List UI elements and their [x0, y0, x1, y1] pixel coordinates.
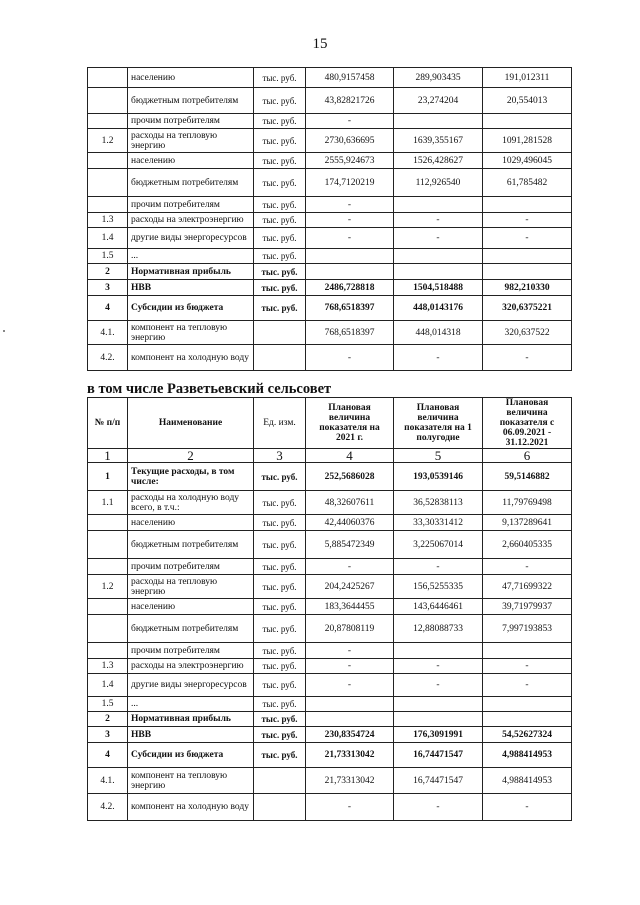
value-plan-half-year — [394, 114, 483, 129]
row-unit: тыс. руб. — [254, 743, 306, 768]
value-plan-half-year: 289,903435 — [394, 68, 483, 88]
value-plan-sep-dec: 39,71979937 — [483, 599, 572, 615]
value-plan-sep-dec: 54,52627324 — [483, 727, 572, 743]
table-row — [88, 697, 572, 712]
row-name: прочим потребителям — [128, 197, 254, 213]
row-unit: тыс. руб. — [254, 531, 306, 559]
value-plan-half-year: 1504,518488 — [394, 280, 483, 296]
row-unit: тыс. руб. — [254, 697, 306, 712]
table-row — [88, 768, 572, 794]
row-unit: тыс. руб. — [254, 674, 306, 697]
value-plan-half-year — [394, 643, 483, 659]
row-name: компонент на холодную воду — [128, 345, 254, 371]
value-plan-sep-dec: 982,210330 — [483, 280, 572, 296]
column-number: 3 — [254, 449, 306, 463]
row-unit: тыс. руб. — [254, 129, 306, 153]
table-row — [88, 153, 572, 169]
column-number: 4 — [306, 449, 394, 463]
row-name: другие виды энергоресурсов — [128, 228, 254, 249]
row-unit: тыс. руб. — [254, 296, 306, 321]
value-plan-sep-dec: 7,997193853 — [483, 615, 572, 643]
row-name: Нормативная прибыль — [128, 264, 254, 280]
row-name: населению — [128, 68, 254, 88]
value-plan-2021: - — [306, 345, 394, 371]
table-row — [88, 615, 572, 643]
value-plan-2021: 21,73313042 — [306, 768, 394, 794]
table-header-row — [88, 398, 572, 449]
value-plan-half-year: - — [394, 794, 483, 821]
tariff-table-total — [87, 67, 572, 371]
value-plan-half-year: 156,5255335 — [394, 575, 483, 599]
row-unit — [254, 794, 306, 821]
row-number — [88, 615, 128, 643]
value-plan-sep-dec: - — [483, 213, 572, 228]
header-unit: Ед. изм. — [254, 398, 306, 449]
row-name: населению — [128, 153, 254, 169]
row-number: 4.1. — [88, 321, 128, 345]
value-plan-2021: 174,7120219 — [306, 169, 394, 197]
value-plan-half-year — [394, 249, 483, 264]
value-plan-2021 — [306, 249, 394, 264]
tariff-table-razvetyevsky-body — [88, 463, 572, 821]
value-plan-half-year: 3,225067014 — [394, 531, 483, 559]
row-number: 1.1 — [88, 491, 128, 515]
header-name: Наименование — [128, 398, 254, 449]
table-row — [88, 575, 572, 599]
value-plan-sep-dec: 11,79769498 — [483, 491, 572, 515]
value-plan-half-year: - — [394, 345, 483, 371]
row-number: 2 — [88, 264, 128, 280]
page-number: 15 — [312, 36, 328, 52]
row-name: Нормативная прибыль — [128, 712, 254, 727]
value-plan-sep-dec: 20,554013 — [483, 88, 572, 114]
value-plan-2021: - — [306, 794, 394, 821]
value-plan-2021: 204,2425267 — [306, 575, 394, 599]
row-unit — [254, 345, 306, 371]
row-number — [88, 197, 128, 213]
column-number: 2 — [128, 449, 254, 463]
value-plan-half-year: - — [394, 674, 483, 697]
table-row — [88, 249, 572, 264]
table-row — [88, 743, 572, 768]
row-unit: тыс. руб. — [254, 114, 306, 129]
value-plan-half-year: 12,88088733 — [394, 615, 483, 643]
row-unit: тыс. руб. — [254, 264, 306, 280]
table-row — [88, 280, 572, 296]
value-plan-sep-dec: 320,637522 — [483, 321, 572, 345]
row-unit: тыс. руб. — [254, 643, 306, 659]
row-number — [88, 515, 128, 531]
table-row — [88, 169, 572, 197]
table-row — [88, 463, 572, 491]
row-name: НВВ — [128, 280, 254, 296]
row-number: 1.2 — [88, 575, 128, 599]
row-unit: тыс. руб. — [254, 559, 306, 575]
value-plan-sep-dec: - — [483, 345, 572, 371]
row-number — [88, 599, 128, 615]
row-number: 3 — [88, 280, 128, 296]
row-unit: тыс. руб. — [254, 615, 306, 643]
table-row — [88, 559, 572, 575]
value-plan-half-year: 448,0143176 — [394, 296, 483, 321]
table-row — [88, 727, 572, 743]
row-number — [88, 169, 128, 197]
value-plan-half-year: 16,74471547 — [394, 743, 483, 768]
row-name: расходы на тепловую энергию — [128, 575, 254, 599]
row-unit: тыс. руб. — [254, 88, 306, 114]
row-name: ... — [128, 249, 254, 264]
table-row — [88, 599, 572, 615]
row-name: населению — [128, 599, 254, 615]
value-plan-sep-dec: 61,785482 — [483, 169, 572, 197]
header-plan-sep-dec: Плановая величина показателя с 06.09.2021 - 31.12.2021 — [483, 398, 572, 449]
value-plan-sep-dec — [483, 264, 572, 280]
scan-speck — [3, 330, 5, 332]
column-number: 1 — [88, 449, 128, 463]
row-number: 1.3 — [88, 213, 128, 228]
value-plan-sep-dec: 9,137289641 — [483, 515, 572, 531]
row-unit: тыс. руб. — [254, 491, 306, 515]
column-number-row — [88, 449, 572, 463]
value-plan-2021: 2555,924673 — [306, 153, 394, 169]
value-plan-sep-dec — [483, 197, 572, 213]
table-row — [88, 129, 572, 153]
table-row — [88, 213, 572, 228]
value-plan-half-year — [394, 264, 483, 280]
table-row — [88, 88, 572, 114]
value-plan-half-year: - — [394, 659, 483, 674]
table-row — [88, 296, 572, 321]
header-plan-2021: Плановая величина показателя на 2021 г. — [306, 398, 394, 449]
row-name: расходы на тепловую энергию — [128, 129, 254, 153]
value-plan-half-year: 1526,428627 — [394, 153, 483, 169]
value-plan-sep-dec — [483, 114, 572, 129]
table-row — [88, 515, 572, 531]
row-number: 1.5 — [88, 249, 128, 264]
value-plan-sep-dec: - — [483, 674, 572, 697]
value-plan-2021: 230,8354724 — [306, 727, 394, 743]
row-name: прочим потребителям — [128, 643, 254, 659]
row-number: 1 — [88, 463, 128, 491]
column-number: 6 — [483, 449, 572, 463]
table-row — [88, 794, 572, 821]
value-plan-2021: 480,9157458 — [306, 68, 394, 88]
row-name: Субсидии из бюджета — [128, 743, 254, 768]
row-unit: тыс. руб. — [254, 727, 306, 743]
row-number — [88, 153, 128, 169]
value-plan-2021: 2730,636695 — [306, 129, 394, 153]
row-name: расходы на электроэнергию — [128, 213, 254, 228]
row-name: населению — [128, 515, 254, 531]
row-name: другие виды энергоресурсов — [128, 674, 254, 697]
value-plan-2021: 21,73313042 — [306, 743, 394, 768]
row-unit — [254, 768, 306, 794]
value-plan-2021: - — [306, 213, 394, 228]
row-name: НВВ — [128, 727, 254, 743]
row-unit: тыс. руб. — [254, 712, 306, 727]
value-plan-half-year: 112,926540 — [394, 169, 483, 197]
value-plan-2021 — [306, 712, 394, 727]
row-unit: тыс. руб. — [254, 68, 306, 88]
row-unit: тыс. руб. — [254, 197, 306, 213]
value-plan-2021: 20,87808119 — [306, 615, 394, 643]
row-number — [88, 68, 128, 88]
value-plan-2021 — [306, 697, 394, 712]
row-number: 3 — [88, 727, 128, 743]
value-plan-sep-dec: 4,988414953 — [483, 768, 572, 794]
value-plan-sep-dec: 2,660405335 — [483, 531, 572, 559]
value-plan-half-year — [394, 712, 483, 727]
row-unit: тыс. руб. — [254, 228, 306, 249]
section-title: в том числе Разветьевский сельсовет — [87, 381, 332, 397]
table-row — [88, 197, 572, 213]
column-number: 5 — [394, 449, 483, 463]
table-row — [88, 68, 572, 88]
value-plan-sep-dec: 59,5146882 — [483, 463, 572, 491]
row-number: 4.2. — [88, 345, 128, 371]
row-number: 1.4 — [88, 674, 128, 697]
value-plan-2021: 768,6518397 — [306, 321, 394, 345]
value-plan-2021: - — [306, 228, 394, 249]
row-number: 1.3 — [88, 659, 128, 674]
row-name: расходы на электроэнергию — [128, 659, 254, 674]
table-row — [88, 321, 572, 345]
value-plan-half-year: 176,3091991 — [394, 727, 483, 743]
row-unit — [254, 321, 306, 345]
table-row — [88, 643, 572, 659]
row-number: 2 — [88, 712, 128, 727]
row-unit: тыс. руб. — [254, 599, 306, 615]
row-number — [88, 114, 128, 129]
value-plan-half-year: 143,6446461 — [394, 599, 483, 615]
header-plan-half-year: Плановая величина показателя на 1 полугодие — [394, 398, 483, 449]
value-plan-half-year: 23,274204 — [394, 88, 483, 114]
row-name: бюджетным потребителям — [128, 531, 254, 559]
value-plan-sep-dec: 320,6375221 — [483, 296, 572, 321]
row-name: бюджетным потребителям — [128, 88, 254, 114]
row-unit: тыс. руб. — [254, 213, 306, 228]
table-row — [88, 264, 572, 280]
row-name: прочим потребителям — [128, 559, 254, 575]
row-number: 1.5 — [88, 697, 128, 712]
value-plan-sep-dec — [483, 643, 572, 659]
value-plan-2021: 183,3644455 — [306, 599, 394, 615]
row-unit: тыс. руб. — [254, 249, 306, 264]
value-plan-2021: 48,32607611 — [306, 491, 394, 515]
value-plan-2021: - — [306, 197, 394, 213]
table-row — [88, 674, 572, 697]
value-plan-2021: 5,885472349 — [306, 531, 394, 559]
value-plan-half-year: - — [394, 213, 483, 228]
row-name: компонент на тепловую энергию — [128, 768, 254, 794]
value-plan-half-year: 16,74471547 — [394, 768, 483, 794]
row-name: ... — [128, 697, 254, 712]
value-plan-2021: 42,44060376 — [306, 515, 394, 531]
row-unit: тыс. руб. — [254, 169, 306, 197]
value-plan-sep-dec: 1029,496045 — [483, 153, 572, 169]
table-row — [88, 531, 572, 559]
table-row — [88, 491, 572, 515]
value-plan-sep-dec: - — [483, 659, 572, 674]
value-plan-2021: - — [306, 643, 394, 659]
row-number: 4 — [88, 296, 128, 321]
table-row — [88, 659, 572, 674]
tariff-table-total-body — [88, 68, 572, 371]
table-row — [88, 228, 572, 249]
row-name: бюджетным потребителям — [128, 615, 254, 643]
row-unit: тыс. руб. — [254, 515, 306, 531]
value-plan-half-year: 36,52838113 — [394, 491, 483, 515]
value-plan-half-year: 1639,355167 — [394, 129, 483, 153]
row-number — [88, 643, 128, 659]
value-plan-half-year: 448,014318 — [394, 321, 483, 345]
value-plan-sep-dec — [483, 249, 572, 264]
value-plan-half-year: 33,30331412 — [394, 515, 483, 531]
row-name: расходы на холодную воду всего, в т.ч.: — [128, 491, 254, 515]
table-row — [88, 712, 572, 727]
row-unit: тыс. руб. — [254, 153, 306, 169]
value-plan-sep-dec: 191,012311 — [483, 68, 572, 88]
value-plan-2021: 43,82821726 — [306, 88, 394, 114]
tariff-table-razvetyevsky — [87, 397, 572, 821]
value-plan-sep-dec — [483, 712, 572, 727]
value-plan-2021: - — [306, 659, 394, 674]
row-number: 4.1. — [88, 768, 128, 794]
row-name: прочим потребителям — [128, 114, 254, 129]
row-number: 4.2. — [88, 794, 128, 821]
value-plan-sep-dec: - — [483, 559, 572, 575]
value-plan-sep-dec: 1091,281528 — [483, 129, 572, 153]
row-number — [88, 88, 128, 114]
value-plan-2021: - — [306, 114, 394, 129]
value-plan-half-year — [394, 697, 483, 712]
row-name: Субсидии из бюджета — [128, 296, 254, 321]
header-num: № п/п — [88, 398, 128, 449]
value-plan-2021: - — [306, 674, 394, 697]
table-row — [88, 114, 572, 129]
value-plan-half-year: 193,0539146 — [394, 463, 483, 491]
row-unit: тыс. руб. — [254, 463, 306, 491]
value-plan-2021: - — [306, 559, 394, 575]
value-plan-half-year — [394, 197, 483, 213]
value-plan-half-year: - — [394, 559, 483, 575]
row-number — [88, 531, 128, 559]
row-number: 4 — [88, 743, 128, 768]
row-unit: тыс. руб. — [254, 280, 306, 296]
row-number — [88, 559, 128, 575]
row-number: 1.2 — [88, 129, 128, 153]
row-name: компонент на холодную воду — [128, 794, 254, 821]
table-row — [88, 345, 572, 371]
value-plan-sep-dec: - — [483, 794, 572, 821]
value-plan-2021: 2486,728818 — [306, 280, 394, 296]
row-number: 1.4 — [88, 228, 128, 249]
value-plan-sep-dec — [483, 697, 572, 712]
row-name: Текущие расходы, в том числе: — [128, 463, 254, 491]
value-plan-2021: 768,6518397 — [306, 296, 394, 321]
value-plan-2021 — [306, 264, 394, 280]
row-unit: тыс. руб. — [254, 659, 306, 674]
value-plan-sep-dec: 47,71699322 — [483, 575, 572, 599]
row-name: компонент на тепловую энергию — [128, 321, 254, 345]
row-name: бюджетным потребителям — [128, 169, 254, 197]
value-plan-half-year: - — [394, 228, 483, 249]
value-plan-2021: 252,5686028 — [306, 463, 394, 491]
value-plan-sep-dec: 4,988414953 — [483, 743, 572, 768]
row-unit: тыс. руб. — [254, 575, 306, 599]
value-plan-sep-dec: - — [483, 228, 572, 249]
